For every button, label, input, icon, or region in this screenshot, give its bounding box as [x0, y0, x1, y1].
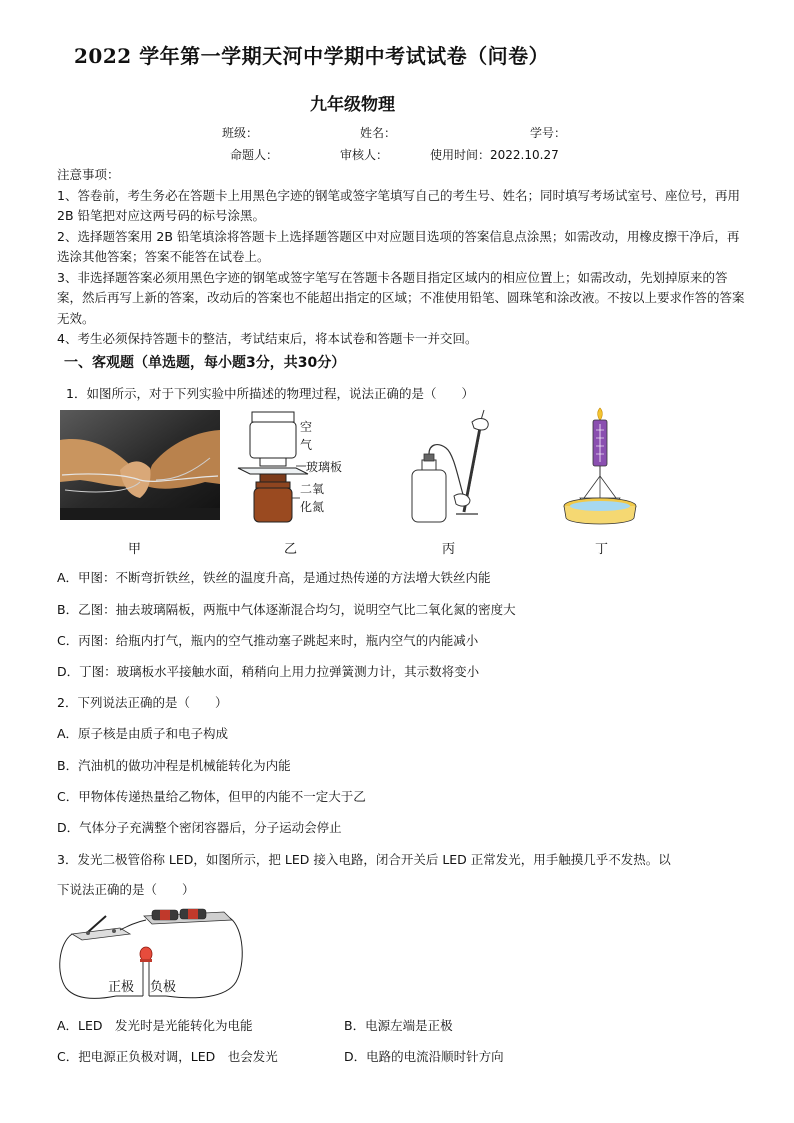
notes-heading: 注意事项： [57, 167, 120, 182]
q1-yi-air-1: 空 [300, 420, 313, 434]
section-title: 一、客观题（单选题，每小题3分，共30分） [64, 355, 346, 371]
q1-option-a: A．甲图：不断弯折铁丝，铁丝的温度升高，是通过热传递的方法增大铁丝内能 [57, 570, 491, 585]
q2-stem: 2．下列说法正确的是（ ） [57, 695, 228, 710]
q2-option-b: B．汽油机的做功冲程是机械能转化为内能 [57, 758, 291, 773]
q3-stem-line1: 3．发光二极管俗称 LED，如图所示，把 LED 接入电路，闭合开关后 LED 正常发光，用手触摸几乎不发热。以 [57, 852, 671, 867]
q1-yi-glass: 玻璃板 [306, 460, 343, 474]
q2-option-a: A．原子核是由质子和电子构成 [57, 726, 229, 741]
name-label: 姓名： [360, 126, 397, 140]
q3-option-b: B．电源左端是正极 [344, 1018, 453, 1033]
q1-yi-air-2: 气 [300, 438, 313, 452]
q1-fig-ding [560, 406, 640, 530]
subject-title: 九年级物理 [310, 95, 395, 115]
led-positive-label: 正极 [108, 980, 135, 995]
class-label: 班级： [222, 126, 259, 140]
q1-fig-bing [404, 408, 494, 528]
notes-block [57, 165, 747, 350]
q2-option-c: C．甲物体传递热量给乙物体，但甲的内能不一定大于乙 [57, 789, 366, 804]
exam-title: 2022 学年第一学期天河中学期中考试试卷（问卷） [74, 44, 550, 68]
reviewer-label: 审核人： [340, 148, 389, 162]
note-item-1: 1、答卷前，考生务必在答题卡上用黑色字迹的钢笔或签字笔填写自己的考生号、姓名；同时填写考场试室号、座位号，再用 2B 铅笔把对应这两号码的标号涂黑。 [57, 187, 740, 223]
q2-option-d: D．气体分子充满整个密闭容器后，分子运动会停止 [57, 820, 342, 835]
q1-label-yi: 乙 [284, 542, 298, 557]
led-negative-label: 负极 [150, 980, 177, 995]
author-label: 命题人： [230, 148, 279, 162]
note-item-2: 2、选择题答案用 2B 铅笔填涂将答题卡上选择题答题区中对应题目选项的答案信息点涂黑；如需改动，用橡皮擦干净后，再选涂其他答案；答案不能答在试卷上。 [57, 228, 740, 264]
q1-option-b: B．乙图：抽去玻璃隔板，两瓶中气体逐渐混合均匀，说明空气比二氧化氮的密度大 [57, 602, 516, 617]
q1-option-c: C．丙图：给瓶内打气，瓶内的空气推动塞子跳起来时，瓶内空气的内能减小 [57, 633, 479, 648]
q1-label-jia: 甲 [128, 542, 142, 557]
date-label: 使用时间：2022.10.27 [430, 148, 559, 162]
q1-fig-jia [60, 410, 220, 520]
q1-yi-no2-2: 化氮 [300, 500, 325, 514]
student-id-label: 学号： [530, 126, 567, 140]
q3-stem-line2: 下说法正确的是（ ） [57, 882, 195, 897]
q1-stem: 1．如图所示，对于下列实验中所描述的物理过程，说法正确的是（ ） [66, 386, 474, 401]
q1-yi-no2-1: 二氧 [300, 482, 325, 496]
note-item-3: 3、非选择题答案必须用黑色字迹的钢笔或签字笔写在答题卡各题目指定区域内的相应位置上；如需改动，先划掉原来的答案，然后再写上新的答案，改动后的答案也不能超出指定的区域；不准使用铅笔、圆珠笔和涂改液。不按以上要求作答的答案无效。 [57, 269, 745, 326]
q1-option-d: D．丁图：玻璃板水平接触水面，稍稍向上用力拉弹簧测力计，其示数将变小 [57, 664, 480, 679]
q3-option-c: C．把电源正负极对调，LED 也会发光 [57, 1049, 278, 1064]
q3-option-a: A．LED 发光时是光能转化为电能 [57, 1018, 253, 1033]
q3-option-d: D．电路的电流沿顺时针方向 [344, 1049, 504, 1064]
q1-label-ding: 丁 [595, 542, 609, 557]
note-item-4: 4、考生必须保持答题卡的整洁，考试结束后，将本试卷和答题卡一并交回。 [57, 331, 478, 346]
q1-label-bing: 丙 [442, 542, 456, 557]
